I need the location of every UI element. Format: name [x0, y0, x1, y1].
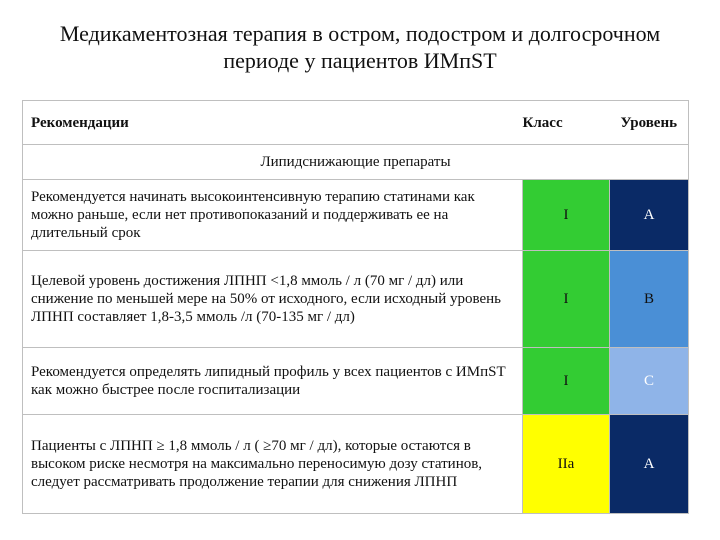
table-row: [23, 180, 689, 251]
table-row: [23, 251, 689, 348]
recommendations-table: [22, 100, 689, 514]
level-cell: A: [610, 180, 689, 251]
class-cell: IIa: [523, 415, 610, 514]
slide-title-line-1: Медикаментозная терапия в остром, подостром и долгосрочном: [59, 21, 661, 46]
table-row: [23, 348, 689, 415]
slide-title-line-2: периоде у пациентов ИМпST: [223, 48, 497, 73]
slide-title: [0, 20, 720, 74]
class-cell: I: [523, 180, 610, 251]
table-header-row: [23, 101, 689, 145]
level-cell: B: [610, 251, 689, 348]
header-class: Класс: [523, 101, 610, 145]
recommendation-text: Пациенты с ЛПНП ≥ 1,8 ммоль / л ( ≥70 мг / дл), которые остаются в высоком риске несмотря на максимально переносимую дозу статинов, следует рассматривать продолжение терапии для снижения ЛПНП: [23, 415, 523, 514]
header-recommendations: Рекомендации: [23, 101, 523, 145]
recommendation-text: Рекомендуется начинать высокоинтенсивную терапию статинами как можно раньше, если нет противопоказаний и поддерживать ее на длительный срок: [23, 180, 523, 251]
recommendation-text: Рекомендуется определять липидный профиль у всех пациентов с ИМпST как можно быстрее после госпитализации: [23, 348, 523, 415]
level-cell: A: [610, 415, 689, 514]
section-row: [23, 145, 689, 180]
class-cell: I: [523, 348, 610, 415]
level-cell: C: [610, 348, 689, 415]
section-title: Липидснижающие препараты: [23, 145, 689, 180]
header-level: Уровень: [610, 101, 689, 145]
table-row: [23, 415, 689, 514]
class-cell: I: [523, 251, 610, 348]
recommendation-text: Целевой уровень достижения ЛПНП <1,8 ммоль / л (70 мг / дл) или снижение по меньшей мере на 50% от исходного, если исходный уровень ЛПНП составляет 1,8-3,5 ммоль /л (70-135 мг / дл): [23, 251, 523, 348]
